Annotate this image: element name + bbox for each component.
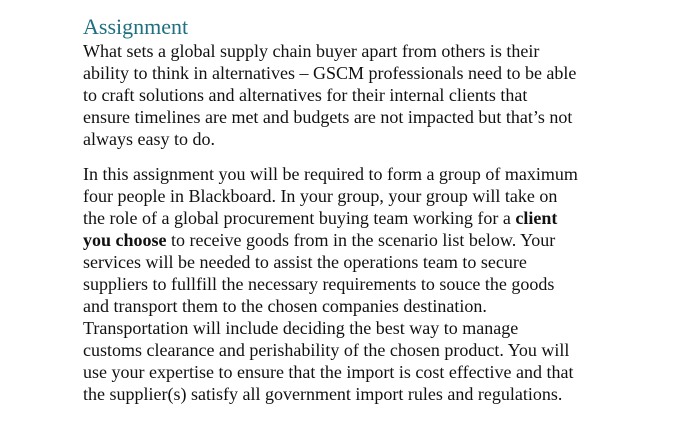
text-line: In this assignment you will be required to form a group of maximum — [83, 164, 578, 184]
document-body — [83, 14, 643, 405]
text-line: ability to think in alternatives – GSCM professionals need to be able — [83, 63, 577, 83]
intro-paragraph — [83, 40, 643, 150]
text-line: and transport them to the chosen companies destination. — [83, 296, 487, 316]
text-line: suppliers to fullfill the necessary requirements to souce the goods — [83, 274, 555, 294]
text-line: Transportation will include deciding the best way to manage — [83, 318, 519, 338]
text-line: What sets a global supply chain buyer apart from others is their — [83, 41, 540, 61]
bold-emphasis: client — [515, 208, 558, 228]
text-segment: to receive goods from in the scenario list below. Your — [166, 230, 556, 250]
assignment-heading: Assignment — [83, 14, 189, 39]
text-segment: the role of a global procurement buying team working for a — [83, 208, 516, 228]
text-line: four people in Blackboard. In your group, your group will take on — [83, 186, 558, 206]
text-line — [83, 229, 643, 251]
text-line: customs clearance and perishability of the chosen product. You will — [83, 340, 570, 360]
text-line: ensure timelines are met and budgets are not impacted but that’s not — [83, 107, 573, 127]
text-line: always easy to do. — [83, 129, 215, 149]
text-line: the supplier(s) satisfy all government import rules and regulations. — [83, 384, 563, 404]
text-line: services will be needed to assist the operations team to secure — [83, 252, 527, 272]
text-line: to craft solutions and alternatives for their internal clients that — [83, 85, 528, 105]
text-line — [83, 207, 643, 229]
bold-emphasis: you choose — [83, 230, 167, 250]
instructions-paragraph — [83, 163, 643, 405]
text-line: use your expertise to ensure that the import is cost effective and that — [83, 362, 574, 382]
